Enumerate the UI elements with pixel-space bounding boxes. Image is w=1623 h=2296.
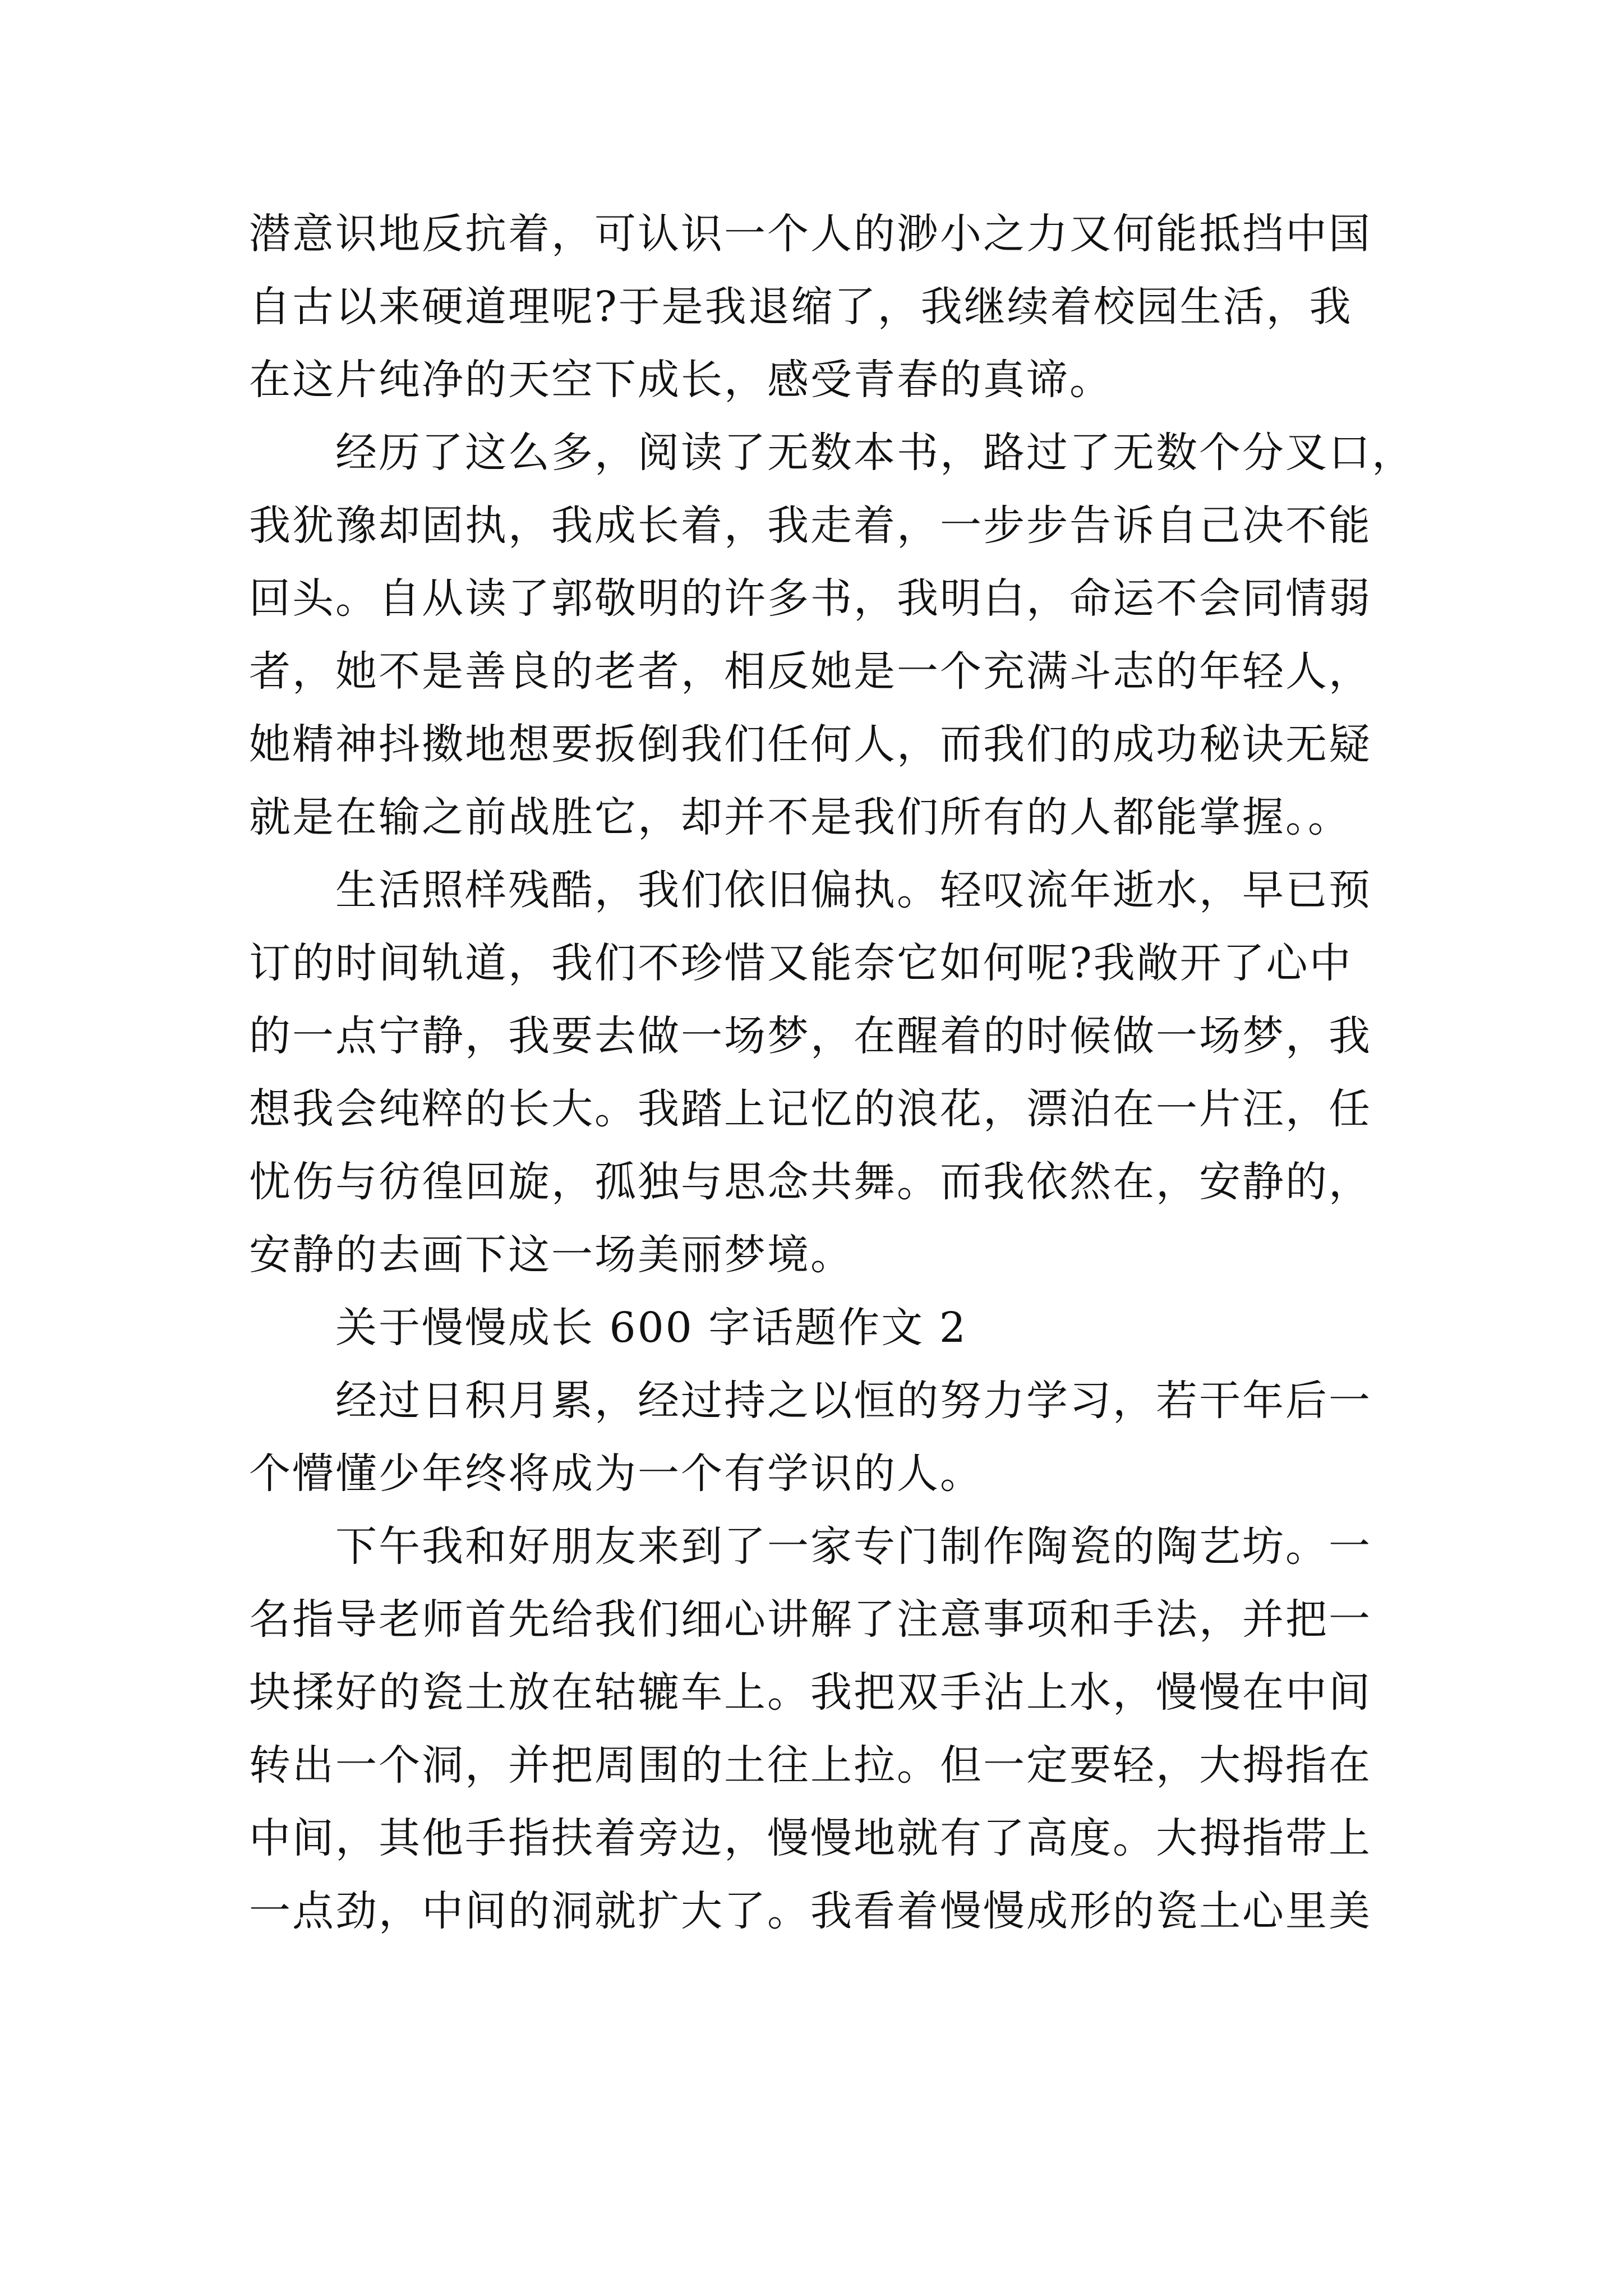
text-line: 就是在输之前战胜它，却并不是我们所有的人都能掌握。。 xyxy=(249,793,1351,841)
text-line: 回头。自从读了郭敬明的许多书，我明白，命运不会同情弱 xyxy=(249,574,1372,623)
text-line: 在这片纯净的天空下成长，感受青春的真谛。 xyxy=(249,356,1113,404)
text-line: 中间，其他手指扶着旁边，慢慢地就有了高度。大拇指带上 xyxy=(249,1814,1372,1862)
text-line: 块揉好的瓷土放在轱辘车上。我把双手沾上水，慢慢在中间 xyxy=(249,1668,1372,1717)
text-line: 我犹豫却固执，我成长着，我走着，一步步告诉自己决不能 xyxy=(249,501,1372,550)
text-line: 自古以来硬道理呢?于是我退缩了，我继续着校园生活，我 xyxy=(249,283,1353,331)
paragraph xyxy=(249,416,1415,854)
essay-title xyxy=(249,1291,1393,1364)
text-line: 转出一个洞，并把周围的土往上拉。但一定要轻，大拇指在 xyxy=(249,1741,1372,1789)
paragraph xyxy=(249,1510,1393,1948)
text-line: 忧伤与彷徨回旋，孤独与思念共舞。而我依然在，安静的， xyxy=(249,1158,1372,1206)
text-line: 的一点宁静，我要去做一场梦，在醒着的时候做一场梦，我 xyxy=(249,1012,1372,1060)
text-line: 安静的去画下这一场美丽梦境。 xyxy=(249,1231,854,1279)
section-heading: 关于慢慢成长 600 字话题作文 2 xyxy=(335,1304,967,1352)
text-line: 经历了这么多，阅读了无数本书，路过了无数个分叉口， xyxy=(335,429,1415,477)
text-line: 想我会纯粹的长大。我踏上记忆的浪花，漂泊在一片汪，任 xyxy=(249,1085,1372,1133)
text-line: 订的时间轨道，我们不珍惜又能奈它如何呢?我敞开了心中 xyxy=(249,939,1353,987)
text-line: 生活照样残酷，我们依旧偏执。轻叹流年逝水，早已预 xyxy=(335,866,1372,914)
text-line: 一点劲，中间的洞就扩大了。我看着慢慢成形的瓷土心里美 xyxy=(249,1887,1372,1935)
text-line: 潜意识地反抗着，可认识一个人的渺小之力又何能抵挡中国 xyxy=(249,210,1372,258)
text-line: 个懵懂少年终将成为一个有学识的人。 xyxy=(249,1450,983,1498)
paragraph xyxy=(249,1364,1393,1510)
paragraph xyxy=(249,197,1393,416)
text-line: 她精神抖擞地想要扳倒我们任何人，而我们的成功秘诀无疑 xyxy=(249,720,1372,769)
text-line: 经过日积月累，经过持之以恒的努力学习，若干年后一 xyxy=(335,1377,1372,1425)
essay-body xyxy=(249,197,1415,1948)
paragraph xyxy=(249,854,1393,1291)
text-line: 下午我和好朋友来到了一家专门制作陶瓷的陶艺坊。一 xyxy=(335,1522,1372,1571)
text-line: 者，她不是善良的老者，相反她是一个充满斗志的年轻人， xyxy=(249,647,1372,696)
text-line: 名指导老师首先给我们细心讲解了注意事项和手法，并把一 xyxy=(249,1595,1372,1644)
